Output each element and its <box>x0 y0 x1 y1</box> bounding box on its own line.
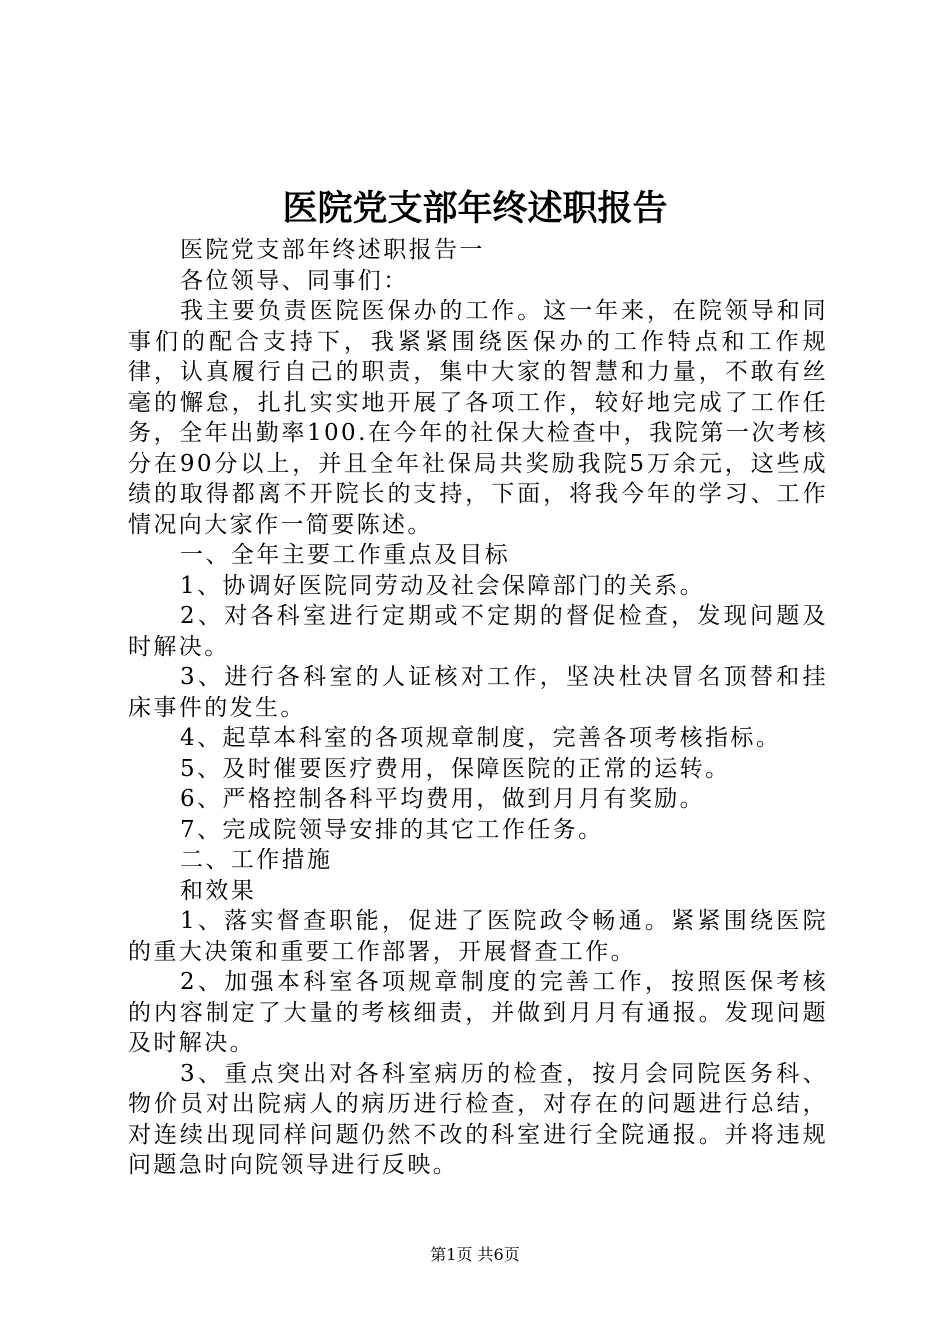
goal-item-7: 7、完成院领导安排的其它工作任务。 <box>180 816 604 843</box>
paragraph-intro: 我主要负责医院医保办的工作。这一年来，在院领导和同事们的配合支持下，我紧紧围绕医保办的工作特点和工作规律，认真履行自己的职责，集中大家的智慧和力量，不敢有丝毫的懈怠，扎扎实实地开展了各项工作，较好地完成了工作任务，全年出勤率100.在今年的社保大检查中，我院第一次考核分在90分以上，并且全年社保局共奖励我院5万余元，这些成绩的取得都离不开院长的支持，下面，将我今年的学习、工作情况向大家作一简要陈述。 <box>128 298 828 538</box>
paragraph-salutation: 各位领导、同事们： <box>180 267 409 294</box>
goal-item-4: 4、起草本科室的各项规章制度，完善各项考核指标。 <box>180 725 782 751</box>
paragraph-subtitle: 医院党支部年终述职报告一 <box>180 237 485 263</box>
section-heading-measures-cont: 和效果 <box>180 877 257 904</box>
measure-item-3: 3、重点突出对各科室病历的检查，按月会同院医务科、物价员对出院病人的病历进行检查，对存在的问题进行总结，对连续出现同样问题仍然不改的科室进行全院通报。并将违规问题急时向院领导进行反映。 <box>128 1060 828 1178</box>
goal-item-6: 6、严格控制各科平均费用，做到月月有奖励。 <box>180 786 706 812</box>
goal-item-3: 3、进行各科室的人证核对工作，坚决杜决冒名顶替和挂床事件的发生。 <box>128 664 828 721</box>
goal-item-5: 5、及时催要医疗费用，保障医院的正常的运转。 <box>180 755 731 782</box>
goal-item-1: 1、协调好医院同劳动及社会保障部门的关系。 <box>180 572 706 599</box>
section-heading-measures: 二、工作措施 <box>180 847 333 873</box>
measure-item-1: 1、落实督查职能，促进了医院政令畅通。紧紧围绕医院的重大决策和重要工作部署，开展督查工作。 <box>128 908 828 965</box>
document-body <box>128 235 828 1181</box>
document-title: 医院党支部年终述职报告 <box>282 188 668 229</box>
measure-item-2: 2、加强本科室各项规章制度的完善工作，按照医保考核的内容制定了大量的考核细责，并做到月月有通报。发现问题及时解决。 <box>128 969 828 1056</box>
page-footer: 第1页 共6页 <box>430 1245 520 1264</box>
section-heading-goals: 一、全年主要工作重点及目标 <box>180 542 511 568</box>
goal-item-2: 2、对各科室进行定期或不定期的督促检查，发现问题及时解决。 <box>128 603 828 660</box>
